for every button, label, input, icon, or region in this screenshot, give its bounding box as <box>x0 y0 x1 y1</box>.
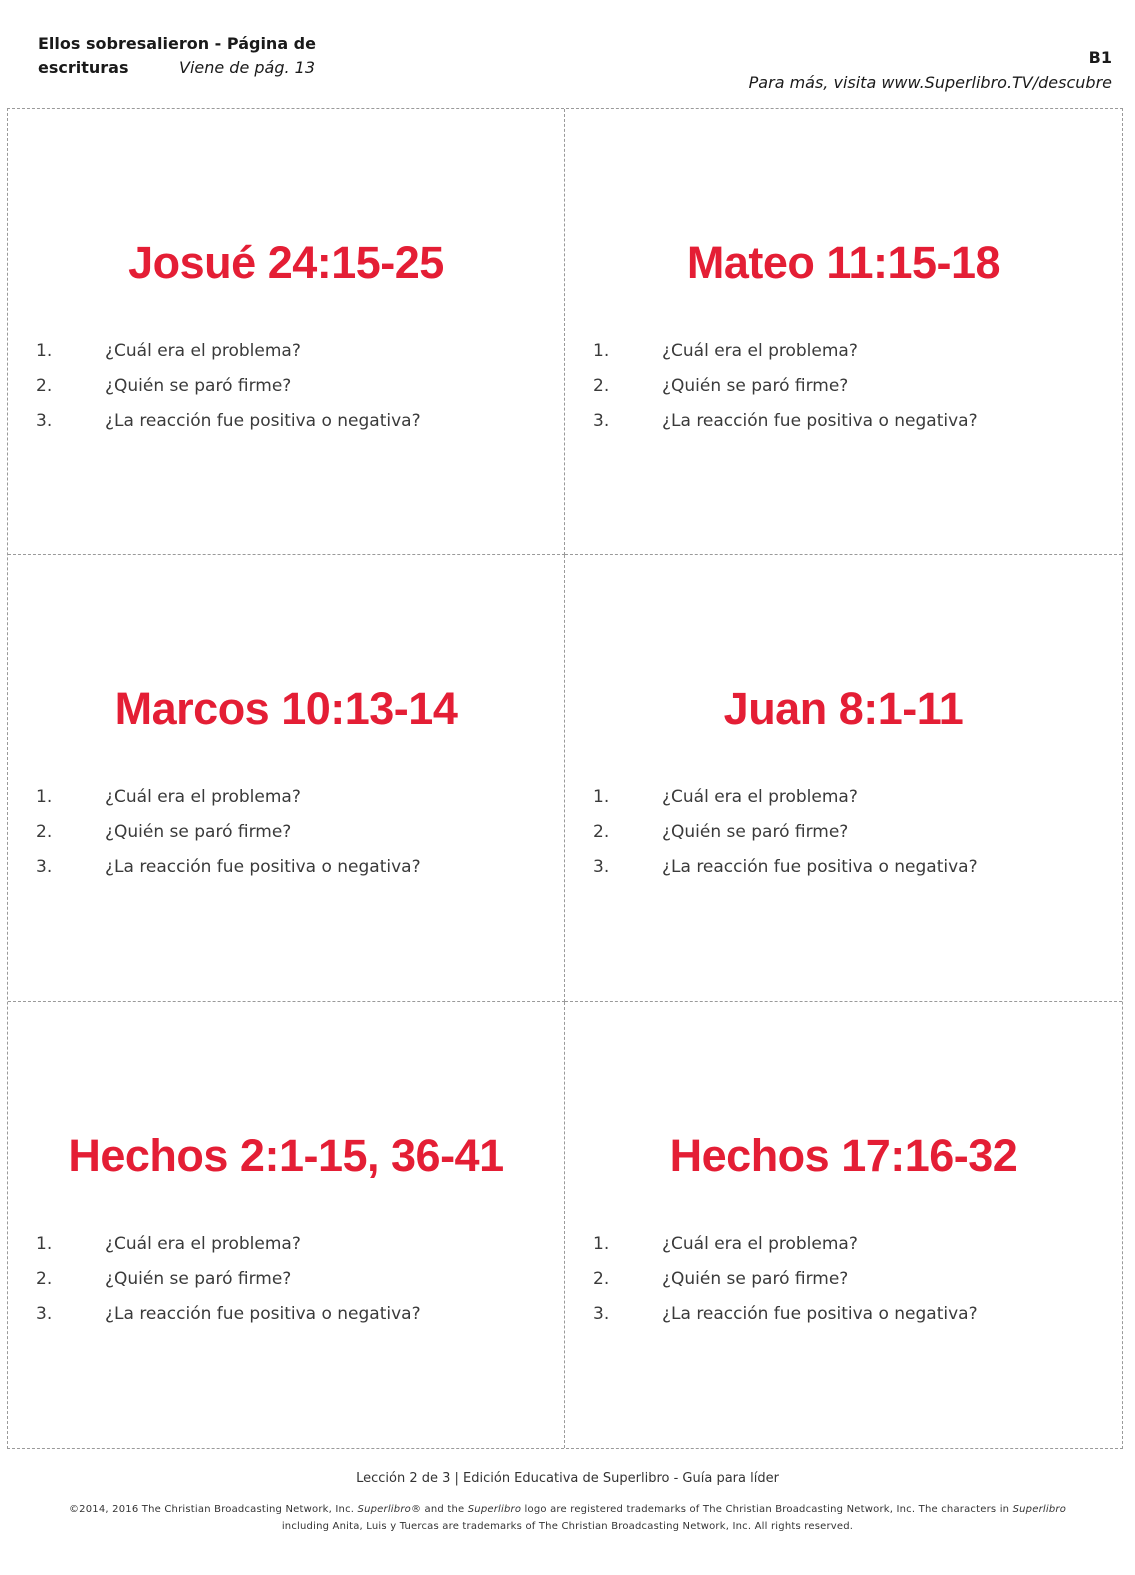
question-item <box>593 1267 1112 1302</box>
scripture-reference: Juan 8:1-11 <box>723 683 964 735</box>
scripture-reference: Marcos 10:13-14 <box>114 683 458 735</box>
question-item <box>593 409 1112 444</box>
brand-name: Superlibro <box>467 1504 522 1515</box>
question-item <box>593 339 1112 374</box>
question-list <box>36 785 554 890</box>
question-number: 2. <box>36 376 53 396</box>
question-item <box>593 1232 1112 1267</box>
question-number: 2. <box>593 376 610 396</box>
question-text: ¿Quién se paró firme? <box>662 1268 849 1289</box>
continued-from-note: Viene de pág. 13 <box>179 58 316 77</box>
question-list <box>36 339 554 444</box>
question-number: 2. <box>36 822 53 843</box>
question-text: ¿Quién se paró firme? <box>662 822 849 843</box>
question-item <box>36 339 554 374</box>
question-list <box>593 339 1112 444</box>
question-item <box>36 1232 554 1267</box>
question-text: ¿Quién se paró firme? <box>662 376 849 396</box>
question-text: ¿La reacción fue positiva o negativa? <box>105 411 421 431</box>
question-item <box>36 374 554 409</box>
scripture-card-grid <box>7 108 1123 1449</box>
question-number: 2. <box>593 822 610 843</box>
question-number: 3. <box>36 857 53 878</box>
scripture-card <box>565 1002 1122 1448</box>
question-number: 2. <box>593 1268 610 1289</box>
question-number: 1. <box>36 787 53 808</box>
scripture-card <box>8 1002 565 1448</box>
question-text: ¿Quién se paró firme? <box>105 822 292 843</box>
question-number: 1. <box>593 341 610 361</box>
scripture-reference: Hechos 17:16-32 <box>669 1129 1018 1181</box>
question-number: 2. <box>36 1268 53 1289</box>
question-text: ¿La reacción fue positiva o negativa? <box>662 1303 978 1324</box>
page-title: Ellos sobresalieron - Página de escrituras <box>38 34 316 77</box>
question-item <box>593 1302 1112 1337</box>
question-item <box>36 820 554 855</box>
brand-name: Superlibro <box>357 1504 411 1515</box>
question-item <box>36 785 554 820</box>
question-text: ¿Cuál era el problema? <box>105 787 301 808</box>
copyright-notice <box>60 1501 1075 1535</box>
page-code: B1 <box>1088 48 1112 67</box>
scripture-card <box>565 555 1122 1001</box>
question-item <box>36 855 554 890</box>
question-item <box>593 785 1112 820</box>
scripture-reference: Josué 24:15-25 <box>128 237 444 288</box>
question-item <box>593 820 1112 855</box>
copyright-text: ® and the <box>410 1504 468 1515</box>
question-number: 1. <box>36 1233 53 1254</box>
question-item <box>36 409 554 444</box>
question-number: 3. <box>593 1303 610 1324</box>
question-number: 3. <box>593 411 610 431</box>
question-number: 1. <box>36 341 53 361</box>
copyright-text: ©2014, 2016 The Christian Broadcasting Network, Inc. <box>68 1504 358 1515</box>
question-text: ¿Cuál era el problema? <box>662 341 858 361</box>
question-number: 3. <box>36 411 53 431</box>
question-item <box>593 374 1112 409</box>
question-text: ¿Cuál era el problema? <box>662 787 858 808</box>
scripture-card <box>565 109 1122 555</box>
question-number: 1. <box>593 1233 610 1254</box>
visit-website-note: Para más, visita www.Superlibro.TV/descubre <box>748 73 1112 92</box>
question-text: ¿Cuál era el problema? <box>105 1233 301 1254</box>
question-item <box>593 855 1112 890</box>
question-list <box>593 785 1112 890</box>
scripture-card <box>8 109 565 555</box>
question-number: 1. <box>593 787 610 808</box>
copyright-text: including Anita, Luis y Tuercas are trademarks of The Christian Broadcasting Network, Inc. All rights reserved. <box>281 1521 854 1532</box>
question-number: 3. <box>36 1303 53 1324</box>
question-text: ¿La reacción fue positiva o negativa? <box>662 857 978 878</box>
scripture-reference: Hechos 2:1-15, 36-41 <box>68 1129 504 1181</box>
question-list <box>593 1232 1112 1337</box>
question-text: ¿Cuál era el problema? <box>662 1233 858 1254</box>
brand-name: Superlibro <box>1012 1504 1067 1515</box>
question-text: ¿La reacción fue positiva o negativa? <box>105 857 421 878</box>
question-text: ¿La reacción fue positiva o negativa? <box>105 1303 421 1324</box>
question-text: ¿Quién se paró firme? <box>105 376 292 396</box>
scripture-card <box>8 555 565 1001</box>
copyright-text: logo are registered trademarks of The Christian Broadcasting Network, Inc. The characters in <box>521 1504 1013 1515</box>
question-item <box>36 1302 554 1337</box>
question-list <box>36 1232 554 1337</box>
question-text: ¿La reacción fue positiva o negativa? <box>662 411 978 431</box>
scripture-reference: Mateo 11:15-18 <box>686 237 1001 288</box>
question-number: 3. <box>593 857 610 878</box>
question-item <box>36 1267 554 1302</box>
question-text: ¿Cuál era el problema? <box>105 341 301 361</box>
page-header <box>38 32 1112 102</box>
lesson-footer: Lección 2 de 3 | Edición Educativa de Superlibro - Guía para líder <box>356 1471 779 1486</box>
question-text: ¿Quién se paró firme? <box>105 1268 292 1289</box>
